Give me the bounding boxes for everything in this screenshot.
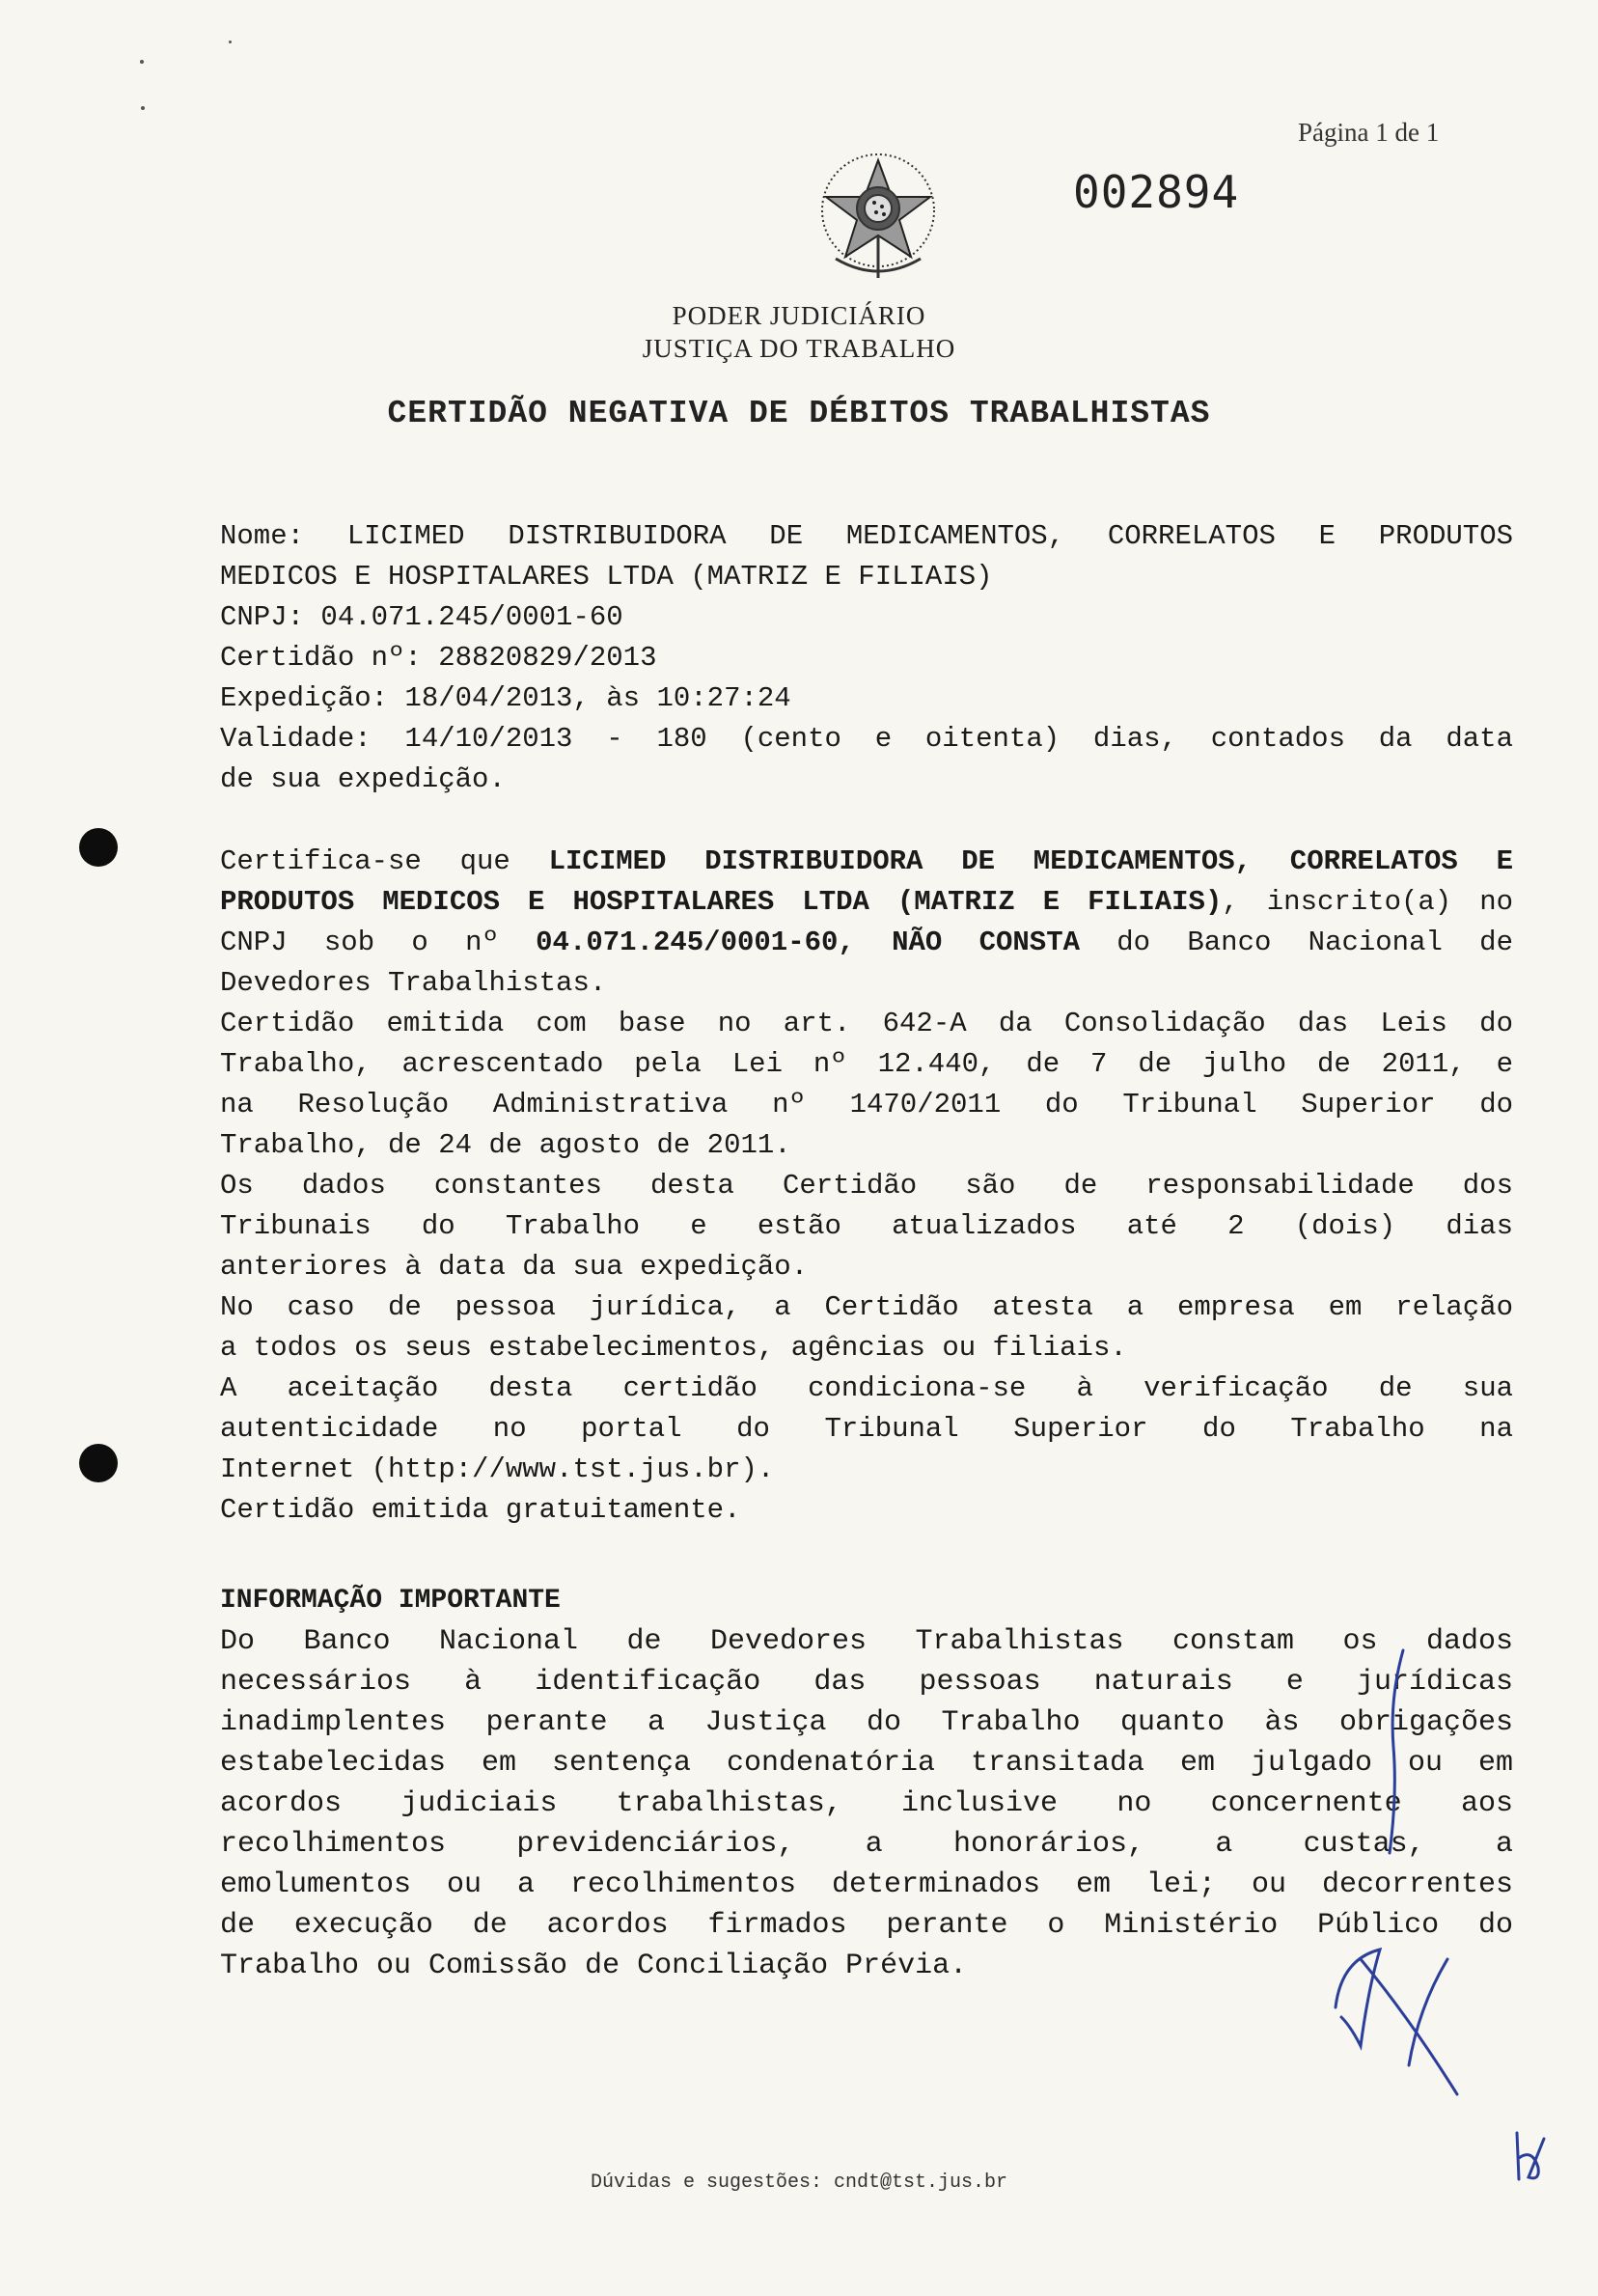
important-line-4: estabelecidas em sentença condenatória transitada em julgado ou em — [220, 1747, 1513, 1780]
speck — [229, 41, 232, 43]
important-title: INFORMAÇÃO IMPORTANTE — [220, 1586, 561, 1616]
validade-line-1: Validade: 14/10/2013 - 180 (cento e oitenta) dias, contados da data — [220, 723, 1513, 755]
validade-line-2: de sua expedição. — [220, 763, 506, 795]
company-name-bold-1: LICIMED DISTRIBUIDORA DE MEDICAMENTOS, CORRELATOS E — [548, 845, 1514, 877]
authenticity-line-1: A aceitação desta certidão condiciona-se à verificação de sua — [220, 1372, 1513, 1404]
certify-line-3 — [220, 923, 1513, 963]
document-stamp-number: 002894 — [1073, 166, 1240, 218]
legal-basis-line-1: Certidão emitida com base no art. 642-A da Consolidação das Leis do — [220, 1008, 1513, 1039]
important-line-8: de execução de acordos firmados perante o Ministério Público do — [220, 1909, 1513, 1942]
responsibility-line-1: Os dados constantes desta Certidão são de responsabilidade dos — [220, 1170, 1513, 1202]
punch-hole-top — [79, 828, 118, 867]
certify-line-1 — [220, 842, 1513, 882]
responsibility-line-3: anteriores à data da sua expedição. — [220, 1251, 809, 1283]
certify-cnpj-sob: CNPJ sob o nº — [220, 927, 499, 958]
nome-line-2: MEDICOS E HOSPITALARES LTDA (MATRIZ E FILIAIS) — [220, 561, 993, 593]
punch-hole-bottom — [79, 1444, 118, 1482]
important-line-5: acordos judiciais trabalhistas, inclusive no concernente aos — [220, 1787, 1513, 1820]
coat-of-arms-icon — [807, 143, 950, 286]
important-line-9: Trabalho ou Comissão de Conciliação Prévia. — [220, 1950, 968, 1982]
responsibility-line-2: Tribunais do Trabalho e estão atualizados até 2 (dois) dias — [220, 1210, 1513, 1242]
legal-entity-line-2: a todos os seus estabelecimentos, agências ou filiais. — [220, 1332, 1127, 1364]
speck — [140, 60, 144, 64]
expedicao-line: Expedição: 18/04/2013, às 10:27:24 — [220, 682, 791, 714]
speck — [141, 106, 145, 110]
certidao-number-line: Certidão nº: 28820829/2013 — [220, 642, 657, 674]
page-number: Página 1 de 1 — [1298, 118, 1440, 147]
nome-line-1: Nome: LICIMED DISTRIBUIDORA DE MEDICAMENTOS, CORRELATOS E PRODUTOS — [220, 520, 1513, 552]
certify-cnpj-nao-consta: 04.071.245/0001-60, NÃO CONSTA — [536, 927, 1080, 958]
authenticity-line-3: Internet (http://www.tst.jus.br). — [220, 1453, 775, 1485]
important-line-1: Do Banco Nacional de Devedores Trabalhistas constam os dados — [220, 1625, 1513, 1658]
cnpj-line: CNPJ: 04.071.245/0001-60 — [220, 601, 623, 633]
important-line-3: inadimplentes perante a Justiça do Trabalho quanto às obrigações — [220, 1706, 1513, 1739]
legal-basis-line-3: na Resolução Administrativa nº 1470/2011 do Tribunal Superior do — [220, 1089, 1513, 1120]
certification-text — [220, 842, 1513, 1531]
legal-entity-line-1: No caso de pessoa jurídica, a Certidão atesta a empresa em relação — [220, 1291, 1513, 1323]
free-issuance-line: Certidão emitida gratuitamente. — [220, 1494, 741, 1526]
important-line-6: recolhimentos previdenciários, a honorários, a custas, a — [220, 1828, 1513, 1861]
footer-contact: Dúvidas e sugestões: cndt@tst.jus.br — [590, 2172, 1008, 2194]
handwritten-initials-signature — [1322, 1641, 1496, 2104]
header-justica-trabalho: JUSTIÇA DO TRABALHO — [642, 334, 956, 363]
certify-line-2 — [220, 882, 1513, 923]
authenticity-line-2: autenticidade no portal do Tribunal Superior do Trabalho na — [220, 1413, 1513, 1445]
identification-block — [220, 516, 1513, 800]
header-poder-judiciario: PODER JUDICIÁRIO — [672, 301, 926, 330]
certify-inscrito: , inscrito(a) no — [1222, 886, 1514, 918]
company-name-bold-2: PRODUTOS MEDICOS E HOSPITALARES LTDA (MATRIZ E FILIAIS) — [220, 886, 1223, 918]
certify-intro: Certifica-se que — [220, 845, 510, 877]
important-information — [220, 1581, 1513, 1986]
legal-basis-line-2: Trabalho, acrescentado pela Lei nº 12.440, de 7 de julho de 2011, e — [220, 1048, 1513, 1080]
important-line-2: necessários à identificação das pessoas naturais e jurídicas — [220, 1666, 1513, 1699]
document-title: CERTIDÃO NEGATIVA DE DÉBITOS TRABALHISTAS — [387, 396, 1211, 431]
important-line-7: emolumentos ou a recolhimentos determinados em lei; ou decorrentes — [220, 1868, 1513, 1901]
certify-banco: do Banco Nacional de — [1116, 927, 1513, 958]
certify-line-4: Devedores Trabalhistas. — [220, 967, 607, 999]
legal-basis-line-4: Trabalho, de 24 de agosto de 2011. — [220, 1129, 791, 1161]
